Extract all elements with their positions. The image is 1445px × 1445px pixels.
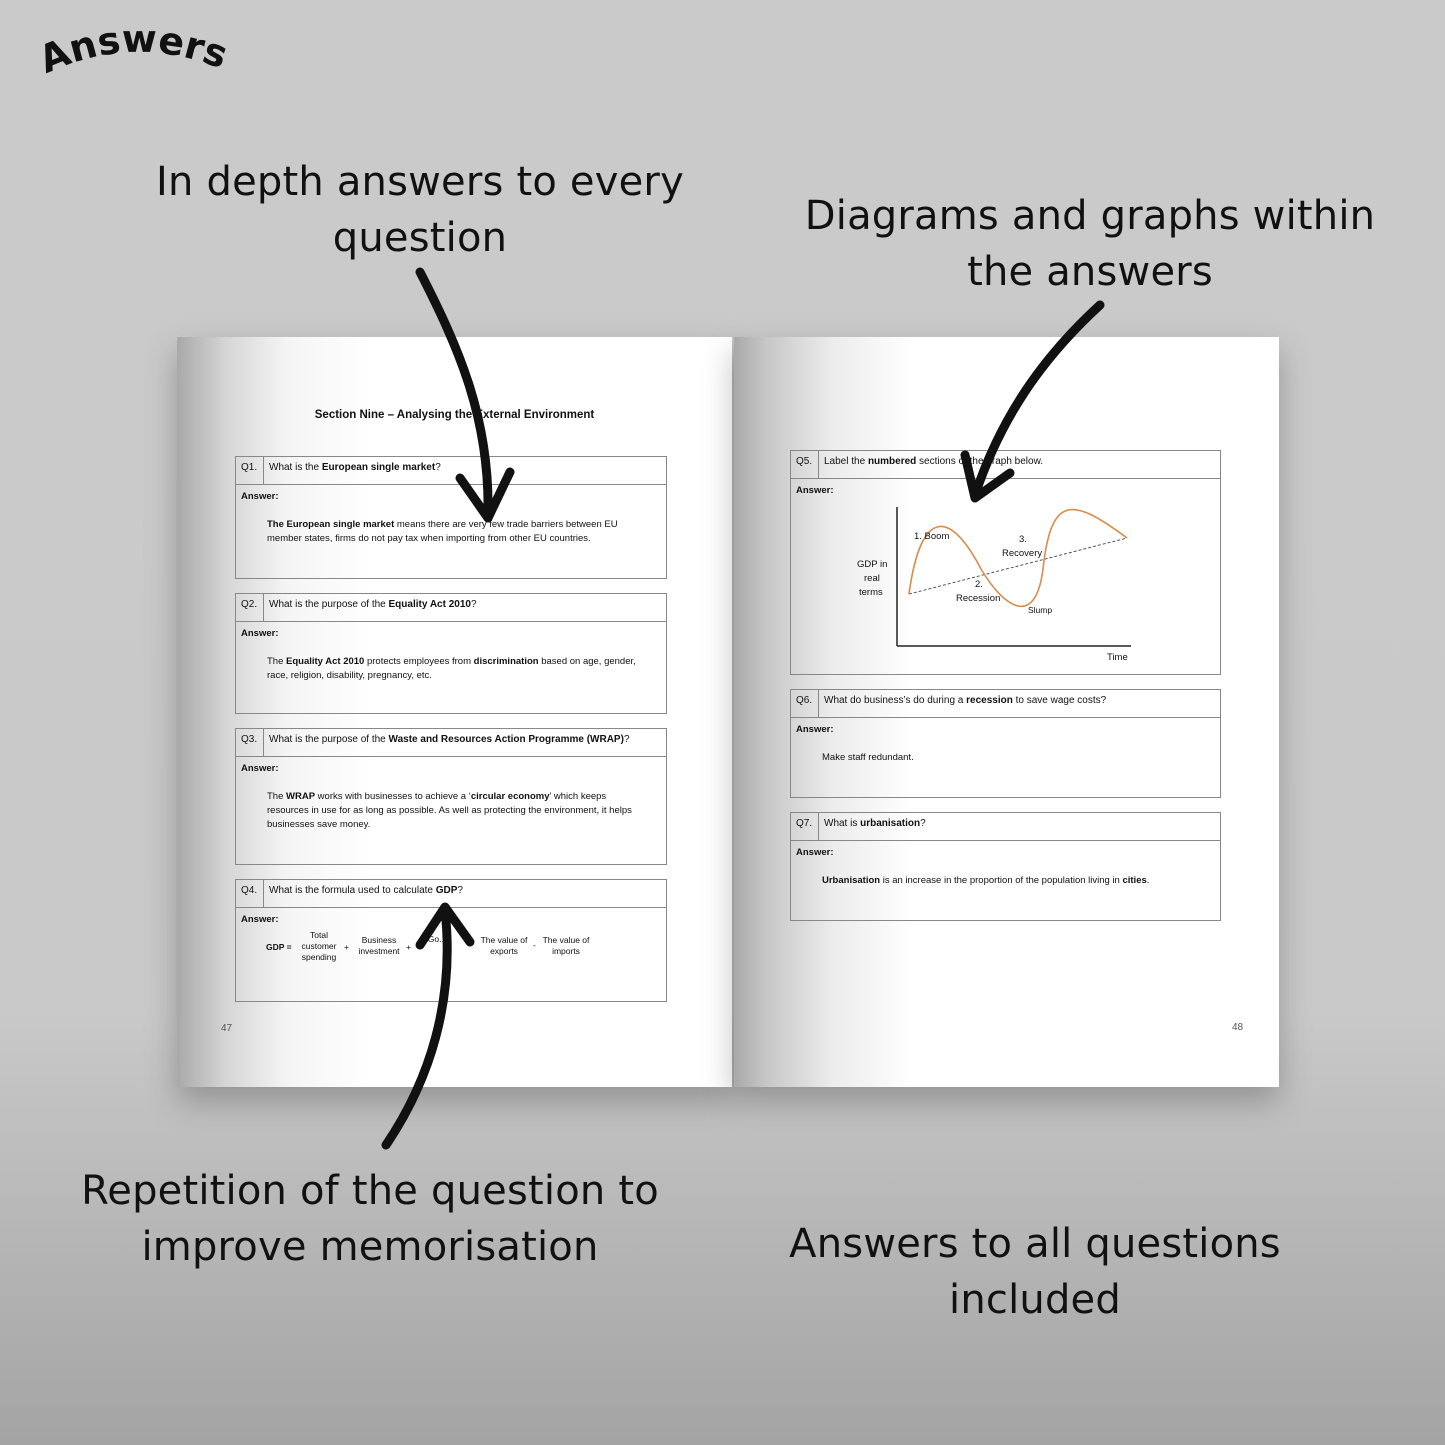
caption-in-depth: In depth answers to every question xyxy=(156,159,684,261)
x-label: Time xyxy=(1107,652,1128,663)
answer-text: Make staff redundant. xyxy=(822,752,914,763)
answer-text: Urbanisation is an increase in the proportion of the population living in cities. xyxy=(822,875,1150,886)
question-text: Label the numbered sections of the graph below. xyxy=(824,456,1044,467)
label-recession-number: 2. xyxy=(975,579,983,590)
question-number: Q7. xyxy=(791,813,819,840)
question-box-q6 xyxy=(790,689,1221,798)
answer-label: Answer: xyxy=(241,763,279,774)
question-number: Q3. xyxy=(236,729,264,756)
answer-label: Answer: xyxy=(241,914,279,925)
page-number: 47 xyxy=(221,1023,233,1034)
section-title: Section Nine – Analysing the External Environment xyxy=(314,409,595,421)
question-box-q2 xyxy=(235,593,667,714)
formula-plus: + xyxy=(344,942,349,952)
answer-text: The WRAP works with businesses to achieve a ‘circular economy’ which keeps resources in use for as long as possible. As well as protecting the environment, it helps businesses save money. xyxy=(267,791,632,830)
answer-label: Answer: xyxy=(241,491,279,502)
page-number: 48 xyxy=(1232,1022,1244,1033)
formula-term-exports: The value of exports xyxy=(480,935,528,956)
y-label-line2: real xyxy=(864,573,880,584)
y-label-line3: terms xyxy=(859,587,883,598)
question-text: What is the European single market? xyxy=(269,462,441,473)
label-recession: Recession xyxy=(956,593,1001,604)
question-box-q1 xyxy=(235,456,667,579)
question-number: Q4. xyxy=(236,880,264,907)
formula-plus: + xyxy=(406,942,411,952)
right-page xyxy=(734,337,1279,1087)
answer-label: Answer: xyxy=(241,628,279,639)
answers-badge-text: nswers xyxy=(64,22,234,78)
label-recovery-number: 3. xyxy=(1019,534,1027,545)
label-slump: Slump xyxy=(1028,605,1053,615)
question-number: Q5. xyxy=(791,451,819,478)
business-cycle-graph xyxy=(791,451,1222,676)
answer-text: The European single market means there are very few trade barriers between EU member states, firms do not pay tax when importing from other EU countries. xyxy=(267,519,618,544)
formula-term-investment: Business investment xyxy=(358,935,400,956)
question-number: Q6. xyxy=(791,690,819,717)
label-boom: 1. Boom xyxy=(914,531,950,542)
question-box-q5 xyxy=(790,450,1221,675)
question-box-q7 xyxy=(790,812,1221,921)
caption-all-answers: Answers to all questions included xyxy=(789,1221,1281,1323)
formula-minus: - xyxy=(533,940,536,950)
question-text: What is the purpose of the Waste and Resources Action Programme (WRAP)? xyxy=(269,734,630,745)
svg-text:Answers xyxy=(44,22,234,82)
question-text: What do business’s do during a recession to save wage costs? xyxy=(824,695,1107,706)
formula-term-imports: The value of imports xyxy=(542,935,590,956)
question-box-q3 xyxy=(235,728,667,865)
caption-repetition: Repetition of the question to improve memorisation xyxy=(81,1168,659,1270)
answer-label: Answer: xyxy=(796,724,834,735)
left-page xyxy=(177,337,732,1087)
answer-label: Answer: xyxy=(796,847,834,858)
question-text: What is the purpose of the Equality Act 2010? xyxy=(269,599,477,610)
formula-term-spending: Total customer spending xyxy=(301,930,337,962)
formula-term-government: Go... xyxy=(427,934,447,944)
y-label-line1: GDP in xyxy=(857,559,888,570)
formula-lhs: GDP = xyxy=(266,942,292,952)
question-box-q4 xyxy=(235,879,667,1002)
trend-line xyxy=(909,538,1127,594)
question-text: What is urbanisation? xyxy=(824,818,926,829)
answer-label: Answer: xyxy=(796,485,834,496)
question-number: Q2. xyxy=(236,594,264,621)
answer-text: The Equality Act 2010 protects employees from discrimination based on age, gender, race, religion, disability, pregnancy, etc. xyxy=(267,656,636,681)
answers-badge xyxy=(44,22,244,82)
question-number: Q1. xyxy=(236,457,264,484)
question-text: What is the formula used to calculate GDP? xyxy=(269,885,463,896)
gdp-formula xyxy=(266,932,646,982)
caption-diagrams: Diagrams and graphs within the answers xyxy=(804,193,1376,295)
label-recovery: Recovery xyxy=(1002,548,1043,559)
